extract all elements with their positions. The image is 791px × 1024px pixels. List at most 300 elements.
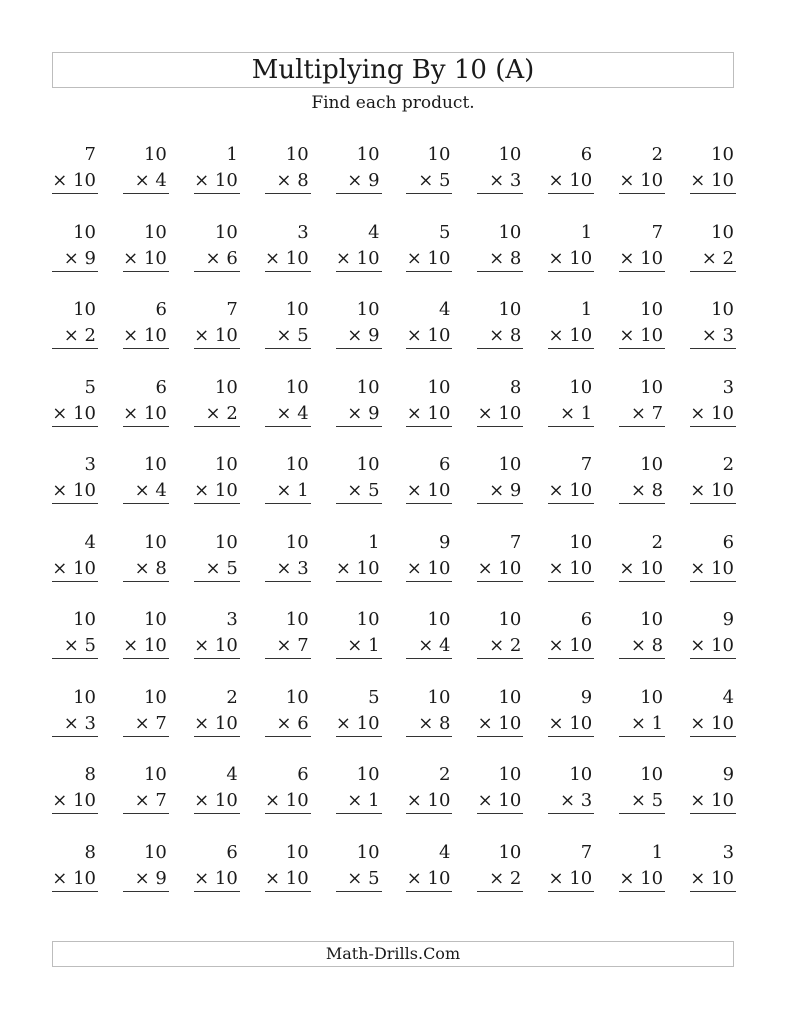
problem-multiplier: × 3 (477, 168, 523, 194)
problem-multiplier: × 8 (406, 711, 452, 737)
problem (52, 530, 98, 608)
problem-multiplier: × 10 (406, 478, 452, 504)
problem-top-number: 10 (640, 686, 664, 708)
problem (194, 375, 240, 453)
problem-multiplier: × 10 (690, 478, 736, 504)
problem (619, 607, 665, 685)
problem-top-number: 1 (580, 221, 593, 243)
problem-top-number: 10 (143, 686, 167, 708)
problem-row (52, 142, 742, 220)
problem-top-number: 2 (651, 144, 664, 165)
problem (690, 685, 736, 763)
problem-multiplier: × 10 (619, 866, 665, 892)
problem-top-number: 7 (651, 221, 664, 243)
problem-multiplier: × 10 (690, 556, 736, 582)
problem-multiplier: × 4 (406, 633, 452, 659)
problem (690, 142, 736, 220)
problem (619, 840, 665, 918)
problem-multiplier: × 9 (336, 323, 382, 349)
problem-top-number: 4 (722, 686, 735, 708)
problem-top-number: 9 (722, 609, 735, 630)
problem (406, 685, 452, 763)
problem (619, 142, 665, 220)
problem-top-number: 10 (427, 686, 451, 708)
problem (406, 840, 452, 918)
problem-multiplier: × 10 (194, 711, 240, 737)
problem-top-number: 4 (84, 531, 96, 553)
problem (477, 607, 523, 685)
problem-row (52, 685, 742, 763)
problem-multiplier: × 10 (194, 866, 240, 892)
problem-multiplier: × 10 (406, 866, 452, 892)
problem (336, 607, 382, 685)
problem (690, 375, 736, 453)
problem-top-number: 6 (226, 841, 238, 863)
problem-top-number: 4 (439, 841, 451, 863)
problem (690, 297, 736, 375)
problem (619, 530, 665, 608)
problem-top-number: 7 (580, 841, 593, 863)
problem-multiplier: × 9 (336, 168, 382, 194)
problem (406, 762, 452, 840)
problem (548, 762, 594, 840)
problem-multiplier: × 10 (690, 866, 736, 892)
problem-top-number: 3 (297, 221, 309, 243)
problem-multiplier: × 1 (336, 633, 382, 659)
problem-top-number: 5 (368, 686, 380, 708)
problem-top-number: 10 (214, 454, 238, 475)
problem-multiplier: × 10 (52, 556, 98, 582)
problem-top-number: 10 (498, 686, 522, 708)
problem-top-number: 10 (640, 454, 664, 475)
problem-top-number: 10 (711, 299, 735, 320)
problem (336, 375, 382, 453)
problem-top-number: 5 (84, 376, 96, 398)
problem (336, 530, 382, 608)
problem-top-number: 7 (226, 299, 238, 320)
problem-multiplier: × 9 (336, 401, 382, 427)
problem (123, 220, 169, 298)
problem-multiplier: × 10 (336, 556, 382, 582)
problem (194, 142, 240, 220)
problem-top-number: 10 (569, 376, 593, 398)
problem (265, 840, 311, 918)
problem (548, 607, 594, 685)
problem-top-number: 4 (439, 299, 451, 320)
problem (336, 762, 382, 840)
problem-multiplier: × 10 (477, 711, 523, 737)
problem (123, 375, 169, 453)
problem (548, 840, 594, 918)
problem-multiplier: × 10 (619, 323, 665, 349)
problem-multiplier: × 10 (548, 323, 594, 349)
problem (194, 685, 240, 763)
problem-top-number: 10 (143, 221, 167, 243)
problem-multiplier: × 10 (548, 478, 594, 504)
problem-top-number: 8 (84, 841, 96, 863)
problem-multiplier: × 5 (336, 478, 382, 504)
problem (619, 375, 665, 453)
problem-multiplier: × 10 (52, 866, 98, 892)
problem-top-number: 10 (498, 221, 522, 243)
problem (194, 607, 240, 685)
problem-top-number: 10 (640, 299, 664, 320)
problem-top-number: 10 (73, 221, 96, 243)
problem-multiplier: × 10 (619, 168, 665, 194)
problem (548, 142, 594, 220)
problem-multiplier: × 10 (265, 866, 311, 892)
problem-top-number: 10 (356, 454, 380, 475)
problem-top-number: 10 (143, 764, 167, 785)
problem-top-number: 7 (84, 144, 96, 165)
problem-multiplier: × 7 (123, 788, 169, 814)
problem-multiplier: × 2 (690, 246, 736, 272)
problem-multiplier: × 10 (52, 168, 98, 194)
problem-multiplier: × 10 (265, 246, 311, 272)
problem-multiplier: × 10 (548, 246, 594, 272)
worksheet-instruction: Find each product. (311, 93, 475, 113)
problem-top-number: 10 (285, 609, 309, 630)
problem (477, 297, 523, 375)
problem-top-number: 10 (640, 376, 664, 398)
problem-multiplier: × 10 (406, 401, 452, 427)
problem-top-number: 6 (439, 454, 451, 475)
problem-top-number: 10 (356, 299, 380, 320)
problem-top-number: 10 (73, 299, 96, 320)
problem-multiplier: × 8 (619, 633, 665, 659)
problem-top-number: 10 (356, 144, 380, 165)
problem-top-number: 10 (214, 531, 238, 553)
problem (690, 452, 736, 530)
problem-top-number: 2 (651, 531, 664, 553)
problem (336, 685, 382, 763)
problem-multiplier: × 4 (123, 478, 169, 504)
problem-multiplier: × 10 (52, 788, 98, 814)
problem-multiplier: × 8 (619, 478, 665, 504)
problem-multiplier: × 5 (336, 866, 382, 892)
problem-row (52, 375, 742, 453)
problem (52, 607, 98, 685)
problem (619, 297, 665, 375)
problem-top-number: 10 (285, 299, 309, 320)
problem (336, 297, 382, 375)
problem-top-number: 10 (711, 221, 735, 243)
problem-multiplier: × 10 (265, 788, 311, 814)
problem (52, 762, 98, 840)
problem-multiplier: × 10 (123, 401, 169, 427)
worksheet-title: Multiplying By 10 (A) (52, 52, 734, 88)
problem-multiplier: × 10 (52, 478, 98, 504)
problem-multiplier: × 9 (123, 866, 169, 892)
problem-top-number: 10 (498, 454, 522, 475)
problem (265, 142, 311, 220)
problem-multiplier: × 10 (194, 323, 240, 349)
problem-multiplier: × 10 (406, 246, 452, 272)
problem-multiplier: × 10 (194, 478, 240, 504)
problem-top-number: 6 (580, 144, 593, 165)
problem-multiplier: × 5 (619, 788, 665, 814)
problem-multiplier: × 10 (336, 711, 382, 737)
problem-top-number: 6 (297, 764, 309, 785)
problem-multiplier: × 10 (548, 633, 594, 659)
problem (690, 220, 736, 298)
problem-top-number: 6 (155, 299, 167, 320)
problem-top-number: 1 (226, 144, 238, 165)
problem-top-number: 10 (285, 841, 309, 863)
problem (477, 530, 523, 608)
problem-top-number: 10 (73, 686, 96, 708)
problem-top-number: 8 (509, 376, 522, 398)
problem (123, 452, 169, 530)
problem-top-number: 10 (214, 376, 238, 398)
problem-row (52, 297, 742, 375)
problem (265, 530, 311, 608)
problem-multiplier: × 10 (123, 246, 169, 272)
problem-multiplier: × 10 (477, 401, 523, 427)
problem-top-number: 10 (498, 299, 522, 320)
problem (265, 297, 311, 375)
problem-top-number: 10 (143, 144, 167, 165)
problem-row (52, 840, 742, 918)
problem (690, 530, 736, 608)
problem-multiplier: × 1 (336, 788, 382, 814)
problem (619, 220, 665, 298)
problem (548, 220, 594, 298)
problem (477, 762, 523, 840)
problem-multiplier: × 10 (123, 633, 169, 659)
problem-multiplier: × 5 (406, 168, 452, 194)
problem (194, 297, 240, 375)
problem-multiplier: × 10 (548, 168, 594, 194)
problem-multiplier: × 1 (265, 478, 311, 504)
problem-multiplier: × 10 (548, 711, 594, 737)
problem-multiplier: × 4 (265, 401, 311, 427)
problem-top-number: 10 (356, 376, 380, 398)
problem-multiplier: × 3 (265, 556, 311, 582)
problem (265, 220, 311, 298)
problem-top-number: 3 (226, 609, 238, 630)
problem-multiplier: × 10 (52, 401, 98, 427)
problem-top-number: 10 (214, 221, 238, 243)
problem-multiplier: × 3 (690, 323, 736, 349)
problem-top-number: 7 (509, 531, 522, 553)
problem (406, 452, 452, 530)
problem-top-number: 10 (498, 764, 522, 785)
problem-top-number: 3 (722, 841, 735, 863)
problem (123, 840, 169, 918)
problem-top-number: 9 (580, 686, 593, 708)
problem-top-number: 9 (439, 531, 451, 553)
problem (52, 220, 98, 298)
problem (406, 375, 452, 453)
problem (548, 685, 594, 763)
problem-top-number: 10 (143, 609, 167, 630)
problem-multiplier: × 3 (52, 711, 98, 737)
problem (477, 840, 523, 918)
problem-multiplier: × 10 (548, 866, 594, 892)
problem-top-number: 10 (356, 609, 380, 630)
problem (194, 840, 240, 918)
problem (265, 452, 311, 530)
problem-row (52, 452, 742, 530)
problem-multiplier: × 10 (336, 246, 382, 272)
problem-top-number: 7 (580, 454, 593, 475)
problem-multiplier: × 2 (477, 633, 523, 659)
problem (265, 685, 311, 763)
problem-multiplier: × 10 (690, 401, 736, 427)
problem-top-number: 9 (722, 764, 735, 785)
problem (265, 762, 311, 840)
problem-top-number: 10 (427, 144, 451, 165)
problem (194, 220, 240, 298)
problem (52, 297, 98, 375)
problem-multiplier: × 10 (123, 323, 169, 349)
problem-multiplier: × 10 (619, 556, 665, 582)
problem-top-number: 3 (84, 454, 96, 475)
problem-top-number: 4 (226, 764, 238, 785)
problem (548, 452, 594, 530)
problem-top-number: 6 (155, 376, 167, 398)
problem-top-number: 4 (368, 221, 380, 243)
problem-top-number: 10 (143, 531, 167, 553)
problem (477, 142, 523, 220)
problem-top-number: 10 (285, 531, 309, 553)
problem (123, 297, 169, 375)
problem-row (52, 220, 742, 298)
problem-top-number: 10 (640, 609, 664, 630)
problem-top-number: 10 (640, 764, 664, 785)
problem-multiplier: × 10 (194, 788, 240, 814)
problem-top-number: 10 (143, 454, 167, 475)
problem (477, 375, 523, 453)
problem (52, 142, 98, 220)
problem-top-number: 10 (285, 144, 309, 165)
problem-multiplier: × 10 (194, 168, 240, 194)
problem (477, 220, 523, 298)
problem (619, 762, 665, 840)
problem-multiplier: × 7 (265, 633, 311, 659)
problem-multiplier: × 7 (123, 711, 169, 737)
problem-top-number: 10 (498, 841, 522, 863)
problem-top-number: 10 (427, 376, 451, 398)
problem (690, 607, 736, 685)
problem-top-number: 8 (84, 764, 96, 785)
problem-multiplier: × 10 (194, 633, 240, 659)
problem (123, 685, 169, 763)
problem-top-number: 10 (569, 531, 593, 553)
problem-multiplier: × 9 (477, 478, 523, 504)
problem (619, 685, 665, 763)
problem-multiplier: × 2 (194, 401, 240, 427)
problem (265, 375, 311, 453)
problem-multiplier: × 2 (52, 323, 98, 349)
problem (52, 375, 98, 453)
problem-multiplier: × 10 (690, 788, 736, 814)
problem (406, 142, 452, 220)
problem-top-number: 1 (580, 299, 593, 320)
problem (336, 220, 382, 298)
problem-multiplier: × 5 (194, 556, 240, 582)
problem-top-number: 2 (439, 764, 451, 785)
problem-multiplier: × 7 (619, 401, 665, 427)
problem-multiplier: × 4 (123, 168, 169, 194)
problem-multiplier: × 5 (52, 633, 98, 659)
problem (690, 840, 736, 918)
problem-top-number: 10 (569, 764, 593, 785)
problem-top-number: 10 (73, 609, 96, 630)
problem-multiplier: × 9 (52, 246, 98, 272)
problem-multiplier: × 10 (477, 788, 523, 814)
problem (548, 297, 594, 375)
problem (690, 762, 736, 840)
problem (194, 452, 240, 530)
problem-top-number: 10 (498, 609, 522, 630)
problem (52, 685, 98, 763)
problem-multiplier: × 5 (265, 323, 311, 349)
problem (265, 607, 311, 685)
problem-multiplier: × 8 (265, 168, 311, 194)
problem-top-number: 10 (356, 764, 380, 785)
problem-top-number: 6 (580, 609, 593, 630)
problem-multiplier: × 8 (123, 556, 169, 582)
problem (406, 530, 452, 608)
problem (477, 685, 523, 763)
problem-multiplier: × 10 (406, 556, 452, 582)
problem (406, 220, 452, 298)
problem-multiplier: × 10 (690, 633, 736, 659)
problem (336, 840, 382, 918)
problem-multiplier: × 6 (194, 246, 240, 272)
problem-top-number: 5 (439, 221, 451, 243)
problem (548, 375, 594, 453)
problem (123, 142, 169, 220)
problem-multiplier: × 2 (477, 866, 523, 892)
problem (194, 762, 240, 840)
problem-multiplier: × 10 (406, 788, 452, 814)
problem (336, 452, 382, 530)
problem-multiplier: × 10 (548, 556, 594, 582)
problem-top-number: 1 (651, 841, 664, 863)
problem-top-number: 10 (285, 454, 309, 475)
problem-row (52, 762, 742, 840)
problem-multiplier: × 10 (690, 168, 736, 194)
problem-multiplier: × 10 (619, 246, 665, 272)
problem-top-number: 10 (143, 841, 167, 863)
problem (548, 530, 594, 608)
problem-multiplier: × 3 (548, 788, 594, 814)
problem-multiplier: × 8 (477, 323, 523, 349)
problem-multiplier: × 6 (265, 711, 311, 737)
problem (123, 530, 169, 608)
problem-multiplier: × 1 (548, 401, 594, 427)
problem-multiplier: × 1 (619, 711, 665, 737)
footer-site: Math-Drills.Com (52, 941, 734, 967)
problem-top-number: 10 (427, 609, 451, 630)
problem (194, 530, 240, 608)
problem-top-number: 10 (285, 376, 309, 398)
problem-top-number: 10 (498, 144, 522, 165)
problem-top-number: 10 (285, 686, 309, 708)
problem-top-number: 6 (722, 531, 735, 553)
problem-top-number: 10 (711, 144, 735, 165)
problem (52, 840, 98, 918)
problem-multiplier: × 10 (406, 323, 452, 349)
problem (52, 452, 98, 530)
problem (406, 607, 452, 685)
problem (336, 142, 382, 220)
problem (123, 607, 169, 685)
problem-row (52, 607, 742, 685)
